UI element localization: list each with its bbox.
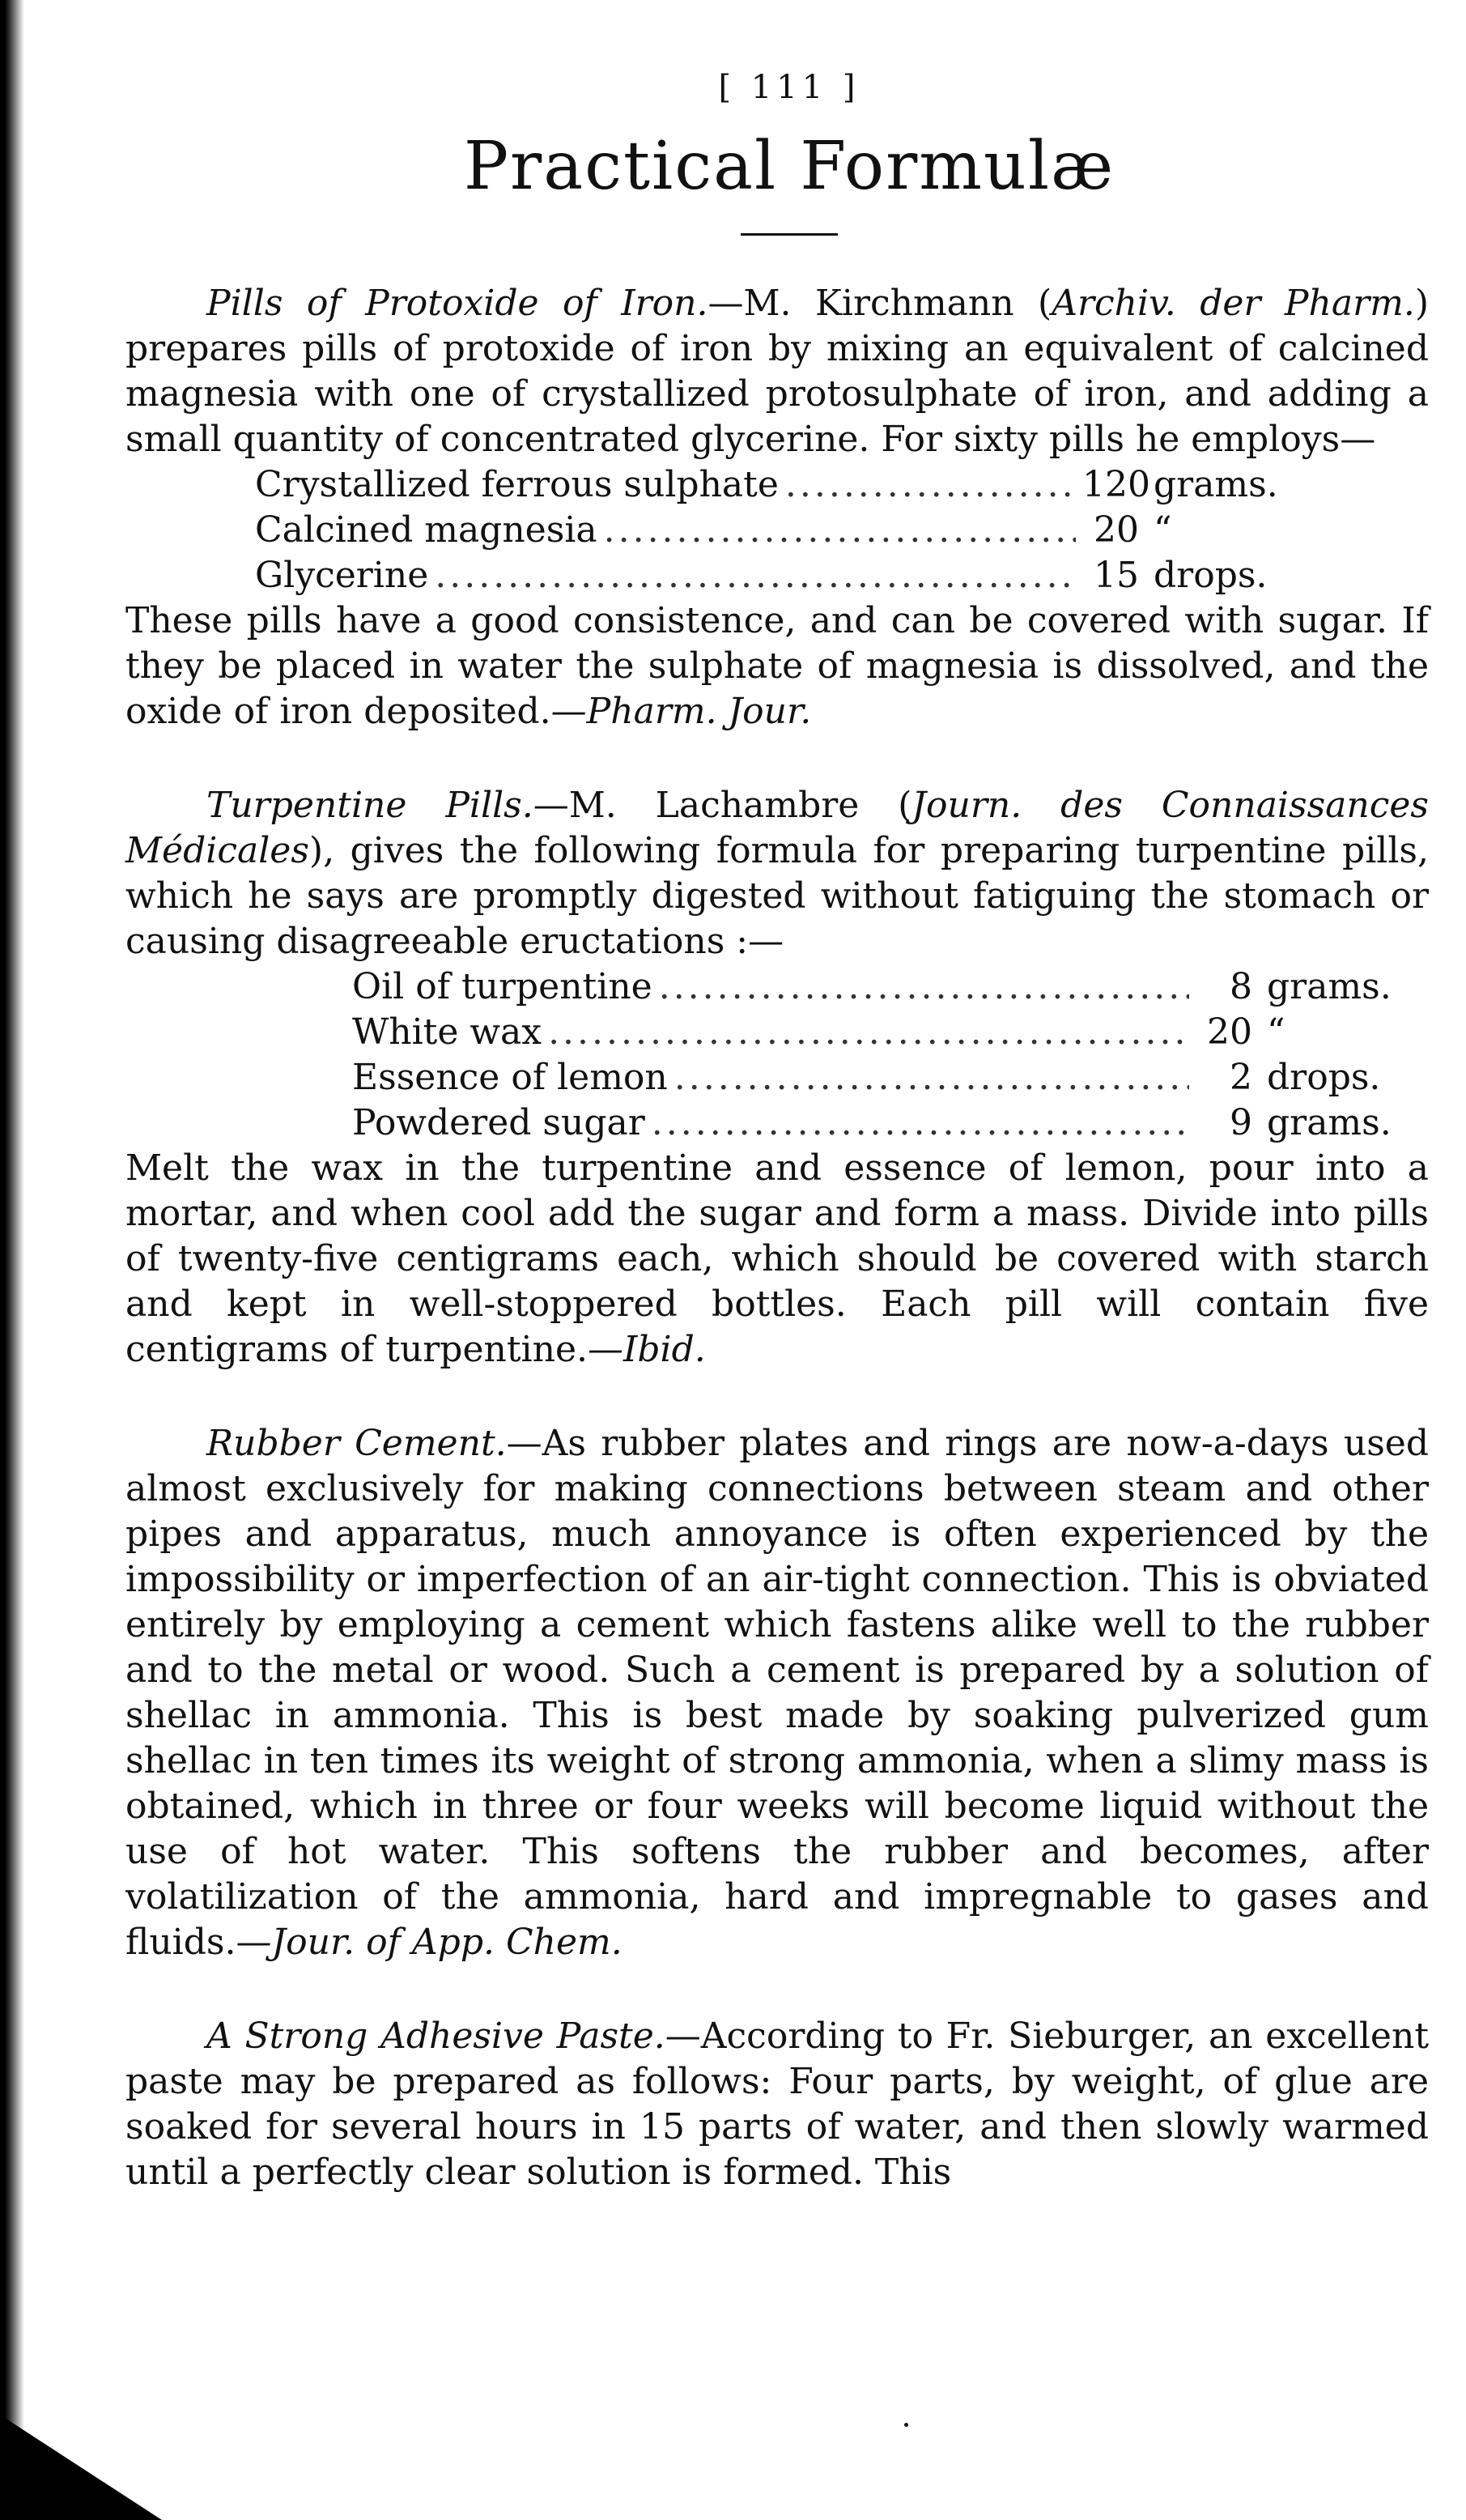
article-protoxide-iron-pills xyxy=(125,281,1429,734)
ingredient-quantity: 9 xyxy=(1230,1102,1252,1143)
ingredient-unit: grams. xyxy=(1154,464,1278,505)
ink-speck xyxy=(904,2423,908,2427)
source-citation: —Jour. of App. Chem. xyxy=(236,1922,623,1963)
source-citation: Journ. des Connaissances Médicales xyxy=(125,785,1429,871)
article-turpentine-pills xyxy=(125,783,1429,1373)
book-spine-edge xyxy=(0,0,24,2520)
leader-dots xyxy=(659,964,1189,1010)
ingredient-unit: “ xyxy=(1154,509,1172,551)
ingredient-unit: drops. xyxy=(1267,1057,1381,1098)
formula-row xyxy=(352,1055,1429,1100)
formula-row xyxy=(255,508,1315,553)
article-heading: A Strong Adhesive Paste. xyxy=(206,2016,665,2057)
ingredient-name: Powdered sugar xyxy=(352,1102,645,1143)
page-corner-shadow xyxy=(0,2415,162,2520)
source-citation: —Pharm. Jour. xyxy=(550,691,812,732)
article-text: —M. Kirchmann ( xyxy=(708,283,1052,324)
page-number: [ 111 ] xyxy=(718,69,860,106)
ingredient-quantity: 120 xyxy=(1082,464,1150,505)
leader-dots xyxy=(548,1010,1189,1055)
formula-row xyxy=(352,1010,1429,1055)
article-heading: Turpentine Pills. xyxy=(206,785,533,826)
page xyxy=(125,65,1429,2244)
article-text: These pills have a good consistence, and can be covered with sugar. If they be placed in water the sulphate of magnesia is dissolved, and the oxide of iron deposited. xyxy=(125,600,1429,732)
ingredient-unit: “ xyxy=(1267,1011,1285,1053)
article-text: —As rubber plates and rings are now-a-days used almost exclusively for making connections between steam and other pipes and apparatus, much annoyance is often experienced by the impossibility or imperfection of an air-tight connection. This is obviated entirely by employing a cement which fastens alike well to the rubber and to the metal or wood. Such a cement is prepared by a solution of shellac in ammonia. This is best made by soaking pulverized gum shellac in ten times its weight of strong ammonia, when a slimy mass is obtained, which in three or four weeks will become liquid without the use of hot water. This softens the rubber and becomes, after volatilization of the ammonia, hard and impregnable to gases and fluids. xyxy=(125,1423,1429,1963)
article-closing xyxy=(125,598,1429,734)
ingredient-quantity: 8 xyxy=(1230,966,1252,1007)
source-citation: —Ibid. xyxy=(587,1329,706,1370)
leader-dots xyxy=(652,1100,1189,1146)
ingredient-name: Glycerine xyxy=(255,555,429,596)
formula-row xyxy=(352,964,1429,1010)
ingredient-quantity: 20 xyxy=(1207,1011,1252,1053)
article-intro xyxy=(125,281,1429,462)
ingredient-quantity: 20 xyxy=(1094,509,1139,551)
article-body xyxy=(125,1421,1429,1965)
ingredient-name: White wax xyxy=(352,1011,542,1053)
formula-row xyxy=(255,553,1315,598)
leader-dots xyxy=(785,462,1076,508)
article-heading: Pills of Protoxide of Iron. xyxy=(206,283,708,324)
ingredient-name: Crystallized ferrous sulphate xyxy=(255,464,779,505)
ingredient-unit: drops. xyxy=(1154,555,1268,596)
article-heading: Rubber Cement. xyxy=(206,1423,507,1464)
ingredient-name: Essence of lemon xyxy=(352,1057,668,1098)
ingredient-quantity: 15 xyxy=(1094,555,1139,596)
page-title: Practical Formulæ xyxy=(463,128,1115,205)
formula-list xyxy=(255,462,1315,598)
leader-dots xyxy=(435,553,1076,598)
ingredient-name: Calcined magnesia xyxy=(255,509,597,551)
article-text: —M. Lachambre ( xyxy=(533,785,912,826)
article-text: ), gives the following formula for preparing turpentine pills, which he says are promptly digested without fatiguing the stomach or causing disagreeable eructations :— xyxy=(125,830,1429,962)
article-text: Melt the wax in the turpentine and essence of lemon, pour into a mortar, and when cool add the sugar and form a mass. Divide into pills of twenty-five centigrams each, which should be covered with starch and kept in well-stoppered bottles. Each pill will contain five centigrams of turpentine. xyxy=(125,1147,1429,1370)
ingredient-unit: grams. xyxy=(1267,1102,1392,1143)
leader-dots xyxy=(674,1055,1189,1100)
formula-row xyxy=(255,462,1315,508)
leader-dots xyxy=(604,508,1076,553)
article-rubber-cement xyxy=(125,1421,1429,1965)
source-citation: Archiv. der Pharm. xyxy=(1052,283,1415,324)
article-text: ) prepares pills of protoxide of iron by mixing an equivalent of calcined magnesia with one of crystallized protosulphate of iron, and adding a small quantity of concentrated glycerine. For sixty pills he employs— xyxy=(125,283,1429,460)
article-intro xyxy=(125,783,1429,964)
title-rule xyxy=(741,233,838,236)
article-closing xyxy=(125,1146,1429,1373)
formula-row xyxy=(352,1100,1429,1146)
ingredient-quantity: 2 xyxy=(1230,1057,1252,1098)
article-text: —According to Fr. Sieburger, an excellent paste may be prepared as follows: Four parts, by weight, of glue are soaked for several hours in 15 parts of water, and then slowly warmed until a perfectly clear solution is formed. This xyxy=(125,2016,1429,2193)
article-adhesive-paste xyxy=(125,2014,1429,2195)
ingredient-unit: grams. xyxy=(1267,966,1392,1007)
ingredient-name: Oil of turpentine xyxy=(352,966,652,1007)
formula-list xyxy=(352,964,1429,1146)
article-body xyxy=(125,2014,1429,2195)
